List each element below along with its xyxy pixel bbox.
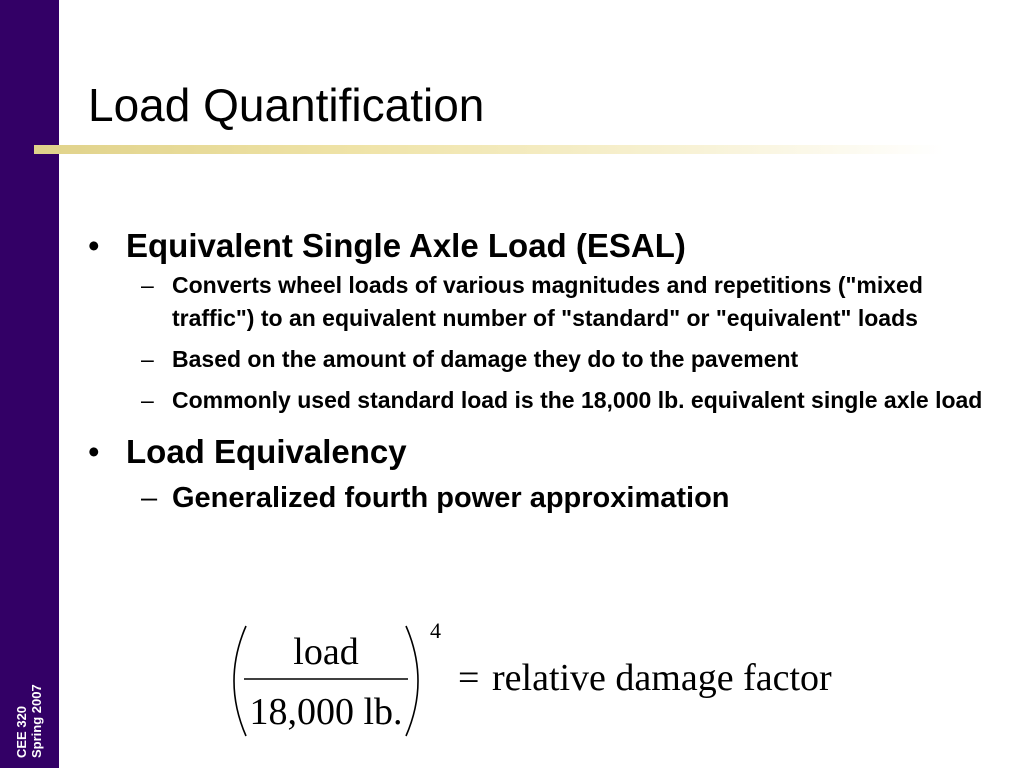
sub-bullet-damage — [141, 343, 998, 376]
sub-bullet-fourth-power — [141, 479, 998, 517]
left-paren — [234, 626, 246, 736]
dash-marker: – — [141, 272, 154, 298]
formula-denominator: 18,000 lb. — [249, 691, 403, 733]
sub-bullet-text: Commonly used standard load is the 18,000 lb. equivalent single axle load — [172, 387, 983, 413]
course-caption — [14, 638, 44, 758]
bullet-marker: • — [88, 433, 100, 470]
bullet-text: Load Equivalency — [126, 433, 407, 470]
dash-marker: – — [141, 482, 158, 514]
formula-numerator: load — [293, 631, 359, 673]
sub-bullet-text: Converts wheel loads of various magnitudes and repetitions ("mixed traffic") to an equivalent number of "standard" or "equivalent" loads — [172, 272, 923, 331]
bullet-text: Equivalent Single Axle Load (ESAL) — [126, 227, 686, 264]
sub-bullet-text: Based on the amount of damage they do to the pavement — [172, 346, 799, 372]
sidebar-band — [0, 0, 59, 768]
right-paren — [406, 626, 418, 736]
dash-marker: – — [141, 346, 154, 372]
slide-title: Load Quantification — [88, 79, 485, 131]
course-term: Spring 2007 — [29, 684, 44, 758]
title-underline — [34, 145, 944, 154]
bullet-load-equivalency — [88, 431, 998, 473]
formula-equals: = — [458, 657, 480, 699]
dash-marker: – — [141, 387, 154, 413]
bullet-esal — [88, 225, 998, 267]
fourth-power-formula — [222, 622, 882, 740]
slide-body — [88, 225, 998, 525]
sub-bullet-standard-load — [141, 384, 998, 417]
course-code: CEE 320 — [14, 705, 29, 758]
formula-exponent: 4 — [430, 622, 441, 643]
sub-bullet-converts — [141, 269, 998, 335]
sub-bullet-text: Generalized fourth power approximation — [172, 482, 730, 514]
formula-rhs: relative damage factor — [492, 657, 832, 699]
bullet-marker: • — [88, 227, 100, 264]
